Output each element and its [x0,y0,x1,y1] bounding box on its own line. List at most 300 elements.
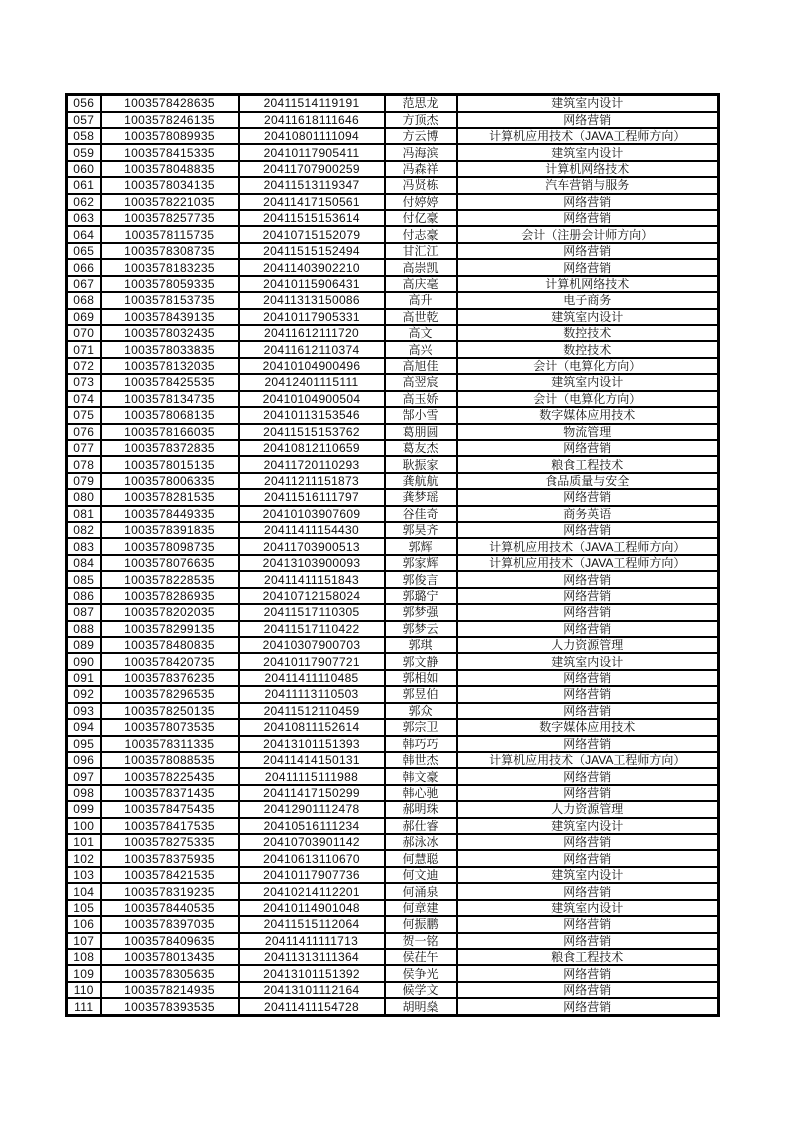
table-row [67,538,719,554]
admitted-major-cell: 网络营销 [457,686,719,702]
sequence-number-cell: 070 [67,325,101,341]
admitted-major-cell: 网络营销 [457,571,719,587]
table-row [67,653,719,669]
admitted-major-cell: 计算机应用技术（JAVA工程师方向） [457,555,719,571]
table-row [67,998,719,1015]
admitted-major-cell: 建筑室内设计 [457,818,719,834]
table-row [67,719,719,735]
table-row [67,259,719,275]
admitted-major-cell: 计算机应用技术（JAVA工程师方向） [457,128,719,144]
student-name-cell: 郭相如 [385,670,457,686]
candidate-id-cell: 1003578425535 [101,374,239,390]
exam-number-cell: 20411417150561 [239,194,385,210]
admitted-major-cell: 会计（电算化方向） [457,358,719,374]
student-name-cell: 高翌宸 [385,374,457,390]
sequence-number-cell: 088 [67,621,101,637]
table-row [67,226,719,242]
candidate-id-cell: 1003578480835 [101,637,239,653]
student-name-cell: 郭宗卫 [385,719,457,735]
sequence-number-cell: 108 [67,949,101,965]
exam-number-cell: 20410115906431 [239,276,385,292]
candidate-id-cell: 1003578319235 [101,883,239,899]
sequence-number-cell: 092 [67,686,101,702]
student-name-cell: 郭文静 [385,653,457,669]
sequence-number-cell: 075 [67,407,101,423]
exam-number-cell: 20411517110422 [239,621,385,637]
sequence-number-cell: 101 [67,834,101,850]
exam-number-cell: 20411411154430 [239,522,385,538]
sequence-number-cell: 090 [67,653,101,669]
table-row [67,374,719,390]
admitted-major-cell: 网络营销 [457,489,719,505]
exam-number-cell: 20412401115111 [239,374,385,390]
student-name-cell: 龚梦瑶 [385,489,457,505]
candidate-id-cell: 1003578015135 [101,456,239,472]
sequence-number-cell: 107 [67,933,101,949]
candidate-id-cell: 1003578281535 [101,489,239,505]
exam-number-cell: 20411403902210 [239,259,385,275]
sequence-number-cell: 068 [67,292,101,308]
sequence-number-cell: 074 [67,391,101,407]
candidate-id-cell: 1003578305635 [101,965,239,981]
exam-number-cell: 20411517110305 [239,604,385,620]
candidate-id-cell: 1003578006335 [101,473,239,489]
candidate-id-cell: 1003578296535 [101,686,239,702]
sequence-number-cell: 059 [67,144,101,160]
table-row [67,391,719,407]
admitted-major-cell: 物流管理 [457,424,719,440]
exam-number-cell: 20413103900093 [239,555,385,571]
table-row [67,522,719,538]
candidate-id-cell: 1003578048835 [101,161,239,177]
candidate-id-cell: 1003578275335 [101,834,239,850]
admitted-major-cell: 网络营销 [457,194,719,210]
student-name-cell: 郭昱伯 [385,686,457,702]
student-name-cell: 候学文 [385,982,457,998]
table-row [67,506,719,522]
exam-number-cell: 20411417150299 [239,785,385,801]
table-row [67,637,719,653]
candidate-id-cell: 1003578308735 [101,243,239,259]
candidate-id-cell: 1003578286935 [101,588,239,604]
student-name-cell: 高升 [385,292,457,308]
sequence-number-cell: 058 [67,128,101,144]
admitted-major-cell: 网络营销 [457,259,719,275]
candidate-id-cell: 1003578250135 [101,703,239,719]
sequence-number-cell: 106 [67,916,101,932]
student-name-cell: 耿振家 [385,456,457,472]
candidate-id-cell: 1003578033835 [101,341,239,357]
admitted-major-cell: 建筑室内设计 [457,900,719,916]
candidate-id-cell: 1003578420735 [101,653,239,669]
candidate-id-cell: 1003578439135 [101,309,239,325]
sequence-number-cell: 095 [67,736,101,752]
sequence-number-cell: 081 [67,506,101,522]
table-row [67,834,719,850]
student-name-cell: 范思龙 [385,95,457,112]
exam-number-cell: 20411411154728 [239,998,385,1015]
sequence-number-cell: 066 [67,259,101,275]
table-row [67,95,719,112]
exam-number-cell: 20413101112164 [239,982,385,998]
table-row [67,358,719,374]
student-name-cell: 韩世杰 [385,752,457,768]
student-name-cell: 方云博 [385,128,457,144]
table-row [67,703,719,719]
student-name-cell: 郭众 [385,703,457,719]
table-row [67,883,719,899]
sequence-number-cell: 076 [67,424,101,440]
sequence-number-cell: 096 [67,752,101,768]
student-name-cell: 郭梦云 [385,621,457,637]
exam-number-cell: 20411515112064 [239,916,385,932]
admitted-major-cell: 建筑室内设计 [457,653,719,669]
admitted-major-cell: 建筑室内设计 [457,144,719,160]
exam-number-cell: 20410103907609 [239,506,385,522]
sequence-number-cell: 067 [67,276,101,292]
exam-number-cell: 20411514119191 [239,95,385,112]
student-name-cell: 高世乾 [385,309,457,325]
candidate-id-cell: 1003578475435 [101,801,239,817]
candidate-id-cell: 1003578391835 [101,522,239,538]
candidate-id-cell: 1003578393535 [101,998,239,1015]
table-row [67,588,719,604]
admitted-major-cell: 网络营销 [457,588,719,604]
candidate-id-cell: 1003578089935 [101,128,239,144]
admitted-major-cell: 数控技术 [457,341,719,357]
student-name-cell: 高庆毫 [385,276,457,292]
exam-number-cell: 20411211151873 [239,473,385,489]
exam-number-cell: 20410812110659 [239,440,385,456]
exam-number-cell: 20411703900513 [239,538,385,554]
student-name-cell: 侯争光 [385,965,457,981]
sequence-number-cell: 084 [67,555,101,571]
exam-number-cell: 20411512110459 [239,703,385,719]
exam-number-cell: 20410117905331 [239,309,385,325]
student-name-cell: 高文 [385,325,457,341]
sequence-number-cell: 080 [67,489,101,505]
exam-number-cell: 20413101151392 [239,965,385,981]
student-name-cell: 韩巧巧 [385,736,457,752]
admitted-major-cell: 电子商务 [457,292,719,308]
admitted-major-cell: 网络营销 [457,883,719,899]
table-row [67,424,719,440]
table-row [67,177,719,193]
sequence-number-cell: 063 [67,210,101,226]
sequence-number-cell: 105 [67,900,101,916]
sequence-number-cell: 104 [67,883,101,899]
sequence-number-cell: 077 [67,440,101,456]
admitted-major-cell: 粮食工程技术 [457,456,719,472]
student-name-cell: 何章建 [385,900,457,916]
student-name-cell: 侯茌午 [385,949,457,965]
candidate-id-cell: 1003578246135 [101,112,239,128]
student-name-cell: 郭昊齐 [385,522,457,538]
exam-number-cell: 20411618111646 [239,112,385,128]
admitted-major-cell: 网络营销 [457,916,719,932]
admitted-major-cell: 会计（注册会计师方向） [457,226,719,242]
candidate-id-cell: 1003578214935 [101,982,239,998]
table-row [67,325,719,341]
admitted-major-cell: 网络营销 [457,210,719,226]
admitted-major-cell: 数控技术 [457,325,719,341]
candidate-id-cell: 1003578034135 [101,177,239,193]
exam-number-cell: 20410117907736 [239,867,385,883]
sequence-number-cell: 097 [67,768,101,784]
student-name-cell: 冯贤栋 [385,177,457,193]
sequence-number-cell: 094 [67,719,101,735]
student-name-cell: 高玉娇 [385,391,457,407]
table-row [67,407,719,423]
exam-number-cell: 20411515152494 [239,243,385,259]
student-name-cell: 贺一铭 [385,933,457,949]
table-row [67,752,719,768]
student-name-cell: 郝泳冰 [385,834,457,850]
candidate-id-cell: 1003578076635 [101,555,239,571]
exam-number-cell: 20411113110503 [239,686,385,702]
student-name-cell: 韩文豪 [385,768,457,784]
sequence-number-cell: 100 [67,818,101,834]
table-row [67,128,719,144]
candidate-id-cell: 1003578221035 [101,194,239,210]
sequence-number-cell: 078 [67,456,101,472]
table-row [67,686,719,702]
student-name-cell: 何慧聪 [385,850,457,866]
table-row [67,194,719,210]
candidate-id-cell: 1003578449335 [101,506,239,522]
admitted-major-cell: 网络营销 [457,243,719,259]
candidate-id-cell: 1003578115735 [101,226,239,242]
exam-number-cell: 20411313150086 [239,292,385,308]
table-row [67,850,719,866]
student-name-cell: 韩心驰 [385,785,457,801]
candidate-id-cell: 1003578397035 [101,916,239,932]
admitted-major-cell: 网络营销 [457,736,719,752]
candidate-id-cell: 1003578153735 [101,292,239,308]
exam-number-cell: 20410104900504 [239,391,385,407]
exam-number-cell: 20411411110485 [239,670,385,686]
student-name-cell: 冯海滨 [385,144,457,160]
exam-number-cell: 20410117905411 [239,144,385,160]
admitted-major-cell: 数字媒体应用技术 [457,407,719,423]
student-name-cell: 谷佳奇 [385,506,457,522]
exam-number-cell: 20413101151393 [239,736,385,752]
candidate-id-cell: 1003578375935 [101,850,239,866]
exam-number-cell: 20411411111713 [239,933,385,949]
student-name-cell: 何振鹏 [385,916,457,932]
admitted-major-cell: 汽车营销与服务 [457,177,719,193]
table-row [67,916,719,932]
sequence-number-cell: 103 [67,867,101,883]
table-row [67,801,719,817]
sequence-number-cell: 102 [67,850,101,866]
candidate-id-cell: 1003578421535 [101,867,239,883]
table-row [67,900,719,916]
table-row [67,670,719,686]
candidate-id-cell: 1003578428635 [101,95,239,112]
admitted-major-cell: 网络营销 [457,703,719,719]
exam-number-cell: 20411516111797 [239,489,385,505]
exam-number-cell: 20410516111234 [239,818,385,834]
sequence-number-cell: 110 [67,982,101,998]
exam-number-cell: 20410114901048 [239,900,385,916]
candidate-id-cell: 1003578376235 [101,670,239,686]
table-row [67,785,719,801]
admitted-major-cell: 网络营销 [457,522,719,538]
exam-number-cell: 20411513119347 [239,177,385,193]
candidate-id-cell: 1003578417535 [101,818,239,834]
table-row [67,621,719,637]
candidate-id-cell: 1003578073535 [101,719,239,735]
sequence-number-cell: 085 [67,571,101,587]
student-name-cell: 付志豪 [385,226,457,242]
table-row [67,161,719,177]
sequence-number-cell: 111 [67,998,101,1015]
admitted-major-cell: 商务英语 [457,506,719,522]
admitted-major-cell: 网络营销 [457,440,719,456]
sequence-number-cell: 089 [67,637,101,653]
admitted-major-cell: 建筑室内设计 [457,309,719,325]
exam-number-cell: 20410214112201 [239,883,385,899]
exam-number-cell: 20410113153546 [239,407,385,423]
table-row [67,456,719,472]
sequence-number-cell: 057 [67,112,101,128]
student-name-cell: 胡明燊 [385,998,457,1015]
table-row [67,982,719,998]
student-name-cell: 龚航航 [385,473,457,489]
candidate-id-cell: 1003578132035 [101,358,239,374]
admitted-major-cell: 食品质量与安全 [457,473,719,489]
sequence-number-cell: 056 [67,95,101,112]
admitted-major-cell: 计算机应用技术（JAVA工程师方向） [457,752,719,768]
admitted-major-cell: 网络营销 [457,112,719,128]
candidate-id-cell: 1003578166035 [101,424,239,440]
table-row [67,867,719,883]
exam-number-cell: 20411515153762 [239,424,385,440]
table-row [67,949,719,965]
exam-number-cell: 20410703901142 [239,834,385,850]
sequence-number-cell: 064 [67,226,101,242]
table-row [67,736,719,752]
candidate-id-cell: 1003578371435 [101,785,239,801]
student-name-cell: 郭琪 [385,637,457,653]
table-row [67,604,719,620]
table-row [67,555,719,571]
student-name-cell: 高旭佳 [385,358,457,374]
exam-number-cell: 20410801111094 [239,128,385,144]
admitted-major-cell: 建筑室内设计 [457,867,719,883]
candidate-id-cell: 1003578311335 [101,736,239,752]
sequence-number-cell: 061 [67,177,101,193]
admitted-major-cell: 计算机网络技术 [457,161,719,177]
admitted-major-cell: 数字媒体应用技术 [457,719,719,735]
sequence-number-cell: 082 [67,522,101,538]
table-row [67,473,719,489]
sequence-number-cell: 109 [67,965,101,981]
student-name-cell: 郭家辉 [385,555,457,571]
sequence-number-cell: 086 [67,588,101,604]
student-name-cell: 何涌泉 [385,883,457,899]
exam-number-cell: 20411720110293 [239,456,385,472]
sequence-number-cell: 083 [67,538,101,554]
exam-number-cell: 20411612111720 [239,325,385,341]
exam-number-cell: 20410712158024 [239,588,385,604]
candidate-id-cell: 1003578134735 [101,391,239,407]
candidate-id-cell: 1003578440535 [101,900,239,916]
exam-number-cell: 20411115111988 [239,768,385,784]
student-name-cell: 葛朋圆 [385,424,457,440]
exam-number-cell: 20410307900703 [239,637,385,653]
table-row [67,965,719,981]
table-row [67,210,719,226]
student-name-cell: 何文迪 [385,867,457,883]
admitted-major-cell: 计算机应用技术（JAVA工程师方向） [457,538,719,554]
table-row [67,243,719,259]
exam-number-cell: 20410811152614 [239,719,385,735]
sequence-number-cell: 087 [67,604,101,620]
sequence-number-cell: 099 [67,801,101,817]
table-row [67,341,719,357]
sequence-number-cell: 093 [67,703,101,719]
admitted-major-cell: 粮食工程技术 [457,949,719,965]
table-row [67,440,719,456]
admitted-major-cell: 网络营销 [457,998,719,1015]
admitted-major-cell: 网络营销 [457,604,719,620]
sequence-number-cell: 072 [67,358,101,374]
exam-number-cell: 20411612110374 [239,341,385,357]
sequence-number-cell: 065 [67,243,101,259]
candidate-id-cell: 1003578372835 [101,440,239,456]
student-name-cell: 郭梦强 [385,604,457,620]
admitted-major-cell: 建筑室内设计 [457,374,719,390]
admitted-major-cell: 网络营销 [457,965,719,981]
admitted-major-cell: 计算机网络技术 [457,276,719,292]
admitted-major-cell: 会计（电算化方向） [457,391,719,407]
sequence-number-cell: 079 [67,473,101,489]
student-name-cell: 郭俊言 [385,571,457,587]
table-row [67,309,719,325]
candidate-id-cell: 1003578088535 [101,752,239,768]
table-row [67,292,719,308]
student-name-cell: 郭辉 [385,538,457,554]
admitted-major-cell: 网络营销 [457,933,719,949]
candidate-id-cell: 1003578409635 [101,933,239,949]
admitted-major-cell: 网络营销 [457,850,719,866]
student-name-cell: 高兴 [385,341,457,357]
exam-number-cell: 20411414150131 [239,752,385,768]
table-row [67,818,719,834]
admitted-major-cell: 网络营销 [457,768,719,784]
exam-number-cell: 20411515153614 [239,210,385,226]
sequence-number-cell: 071 [67,341,101,357]
student-name-cell: 付亿豪 [385,210,457,226]
candidate-id-cell: 1003578228535 [101,571,239,587]
student-name-cell: 方顶杰 [385,112,457,128]
exam-number-cell: 20411313111364 [239,949,385,965]
sequence-number-cell: 073 [67,374,101,390]
admitted-major-cell: 人力资源管理 [457,801,719,817]
table-row [67,933,719,949]
admitted-major-cell: 建筑室内设计 [457,95,719,112]
candidate-id-cell: 1003578032435 [101,325,239,341]
sequence-number-cell: 091 [67,670,101,686]
sequence-number-cell: 062 [67,194,101,210]
exam-number-cell: 20410104900496 [239,358,385,374]
admitted-major-cell: 人力资源管理 [457,637,719,653]
student-name-cell: 郜小雪 [385,407,457,423]
roster-table-body [67,95,719,1016]
candidate-id-cell: 1003578059335 [101,276,239,292]
